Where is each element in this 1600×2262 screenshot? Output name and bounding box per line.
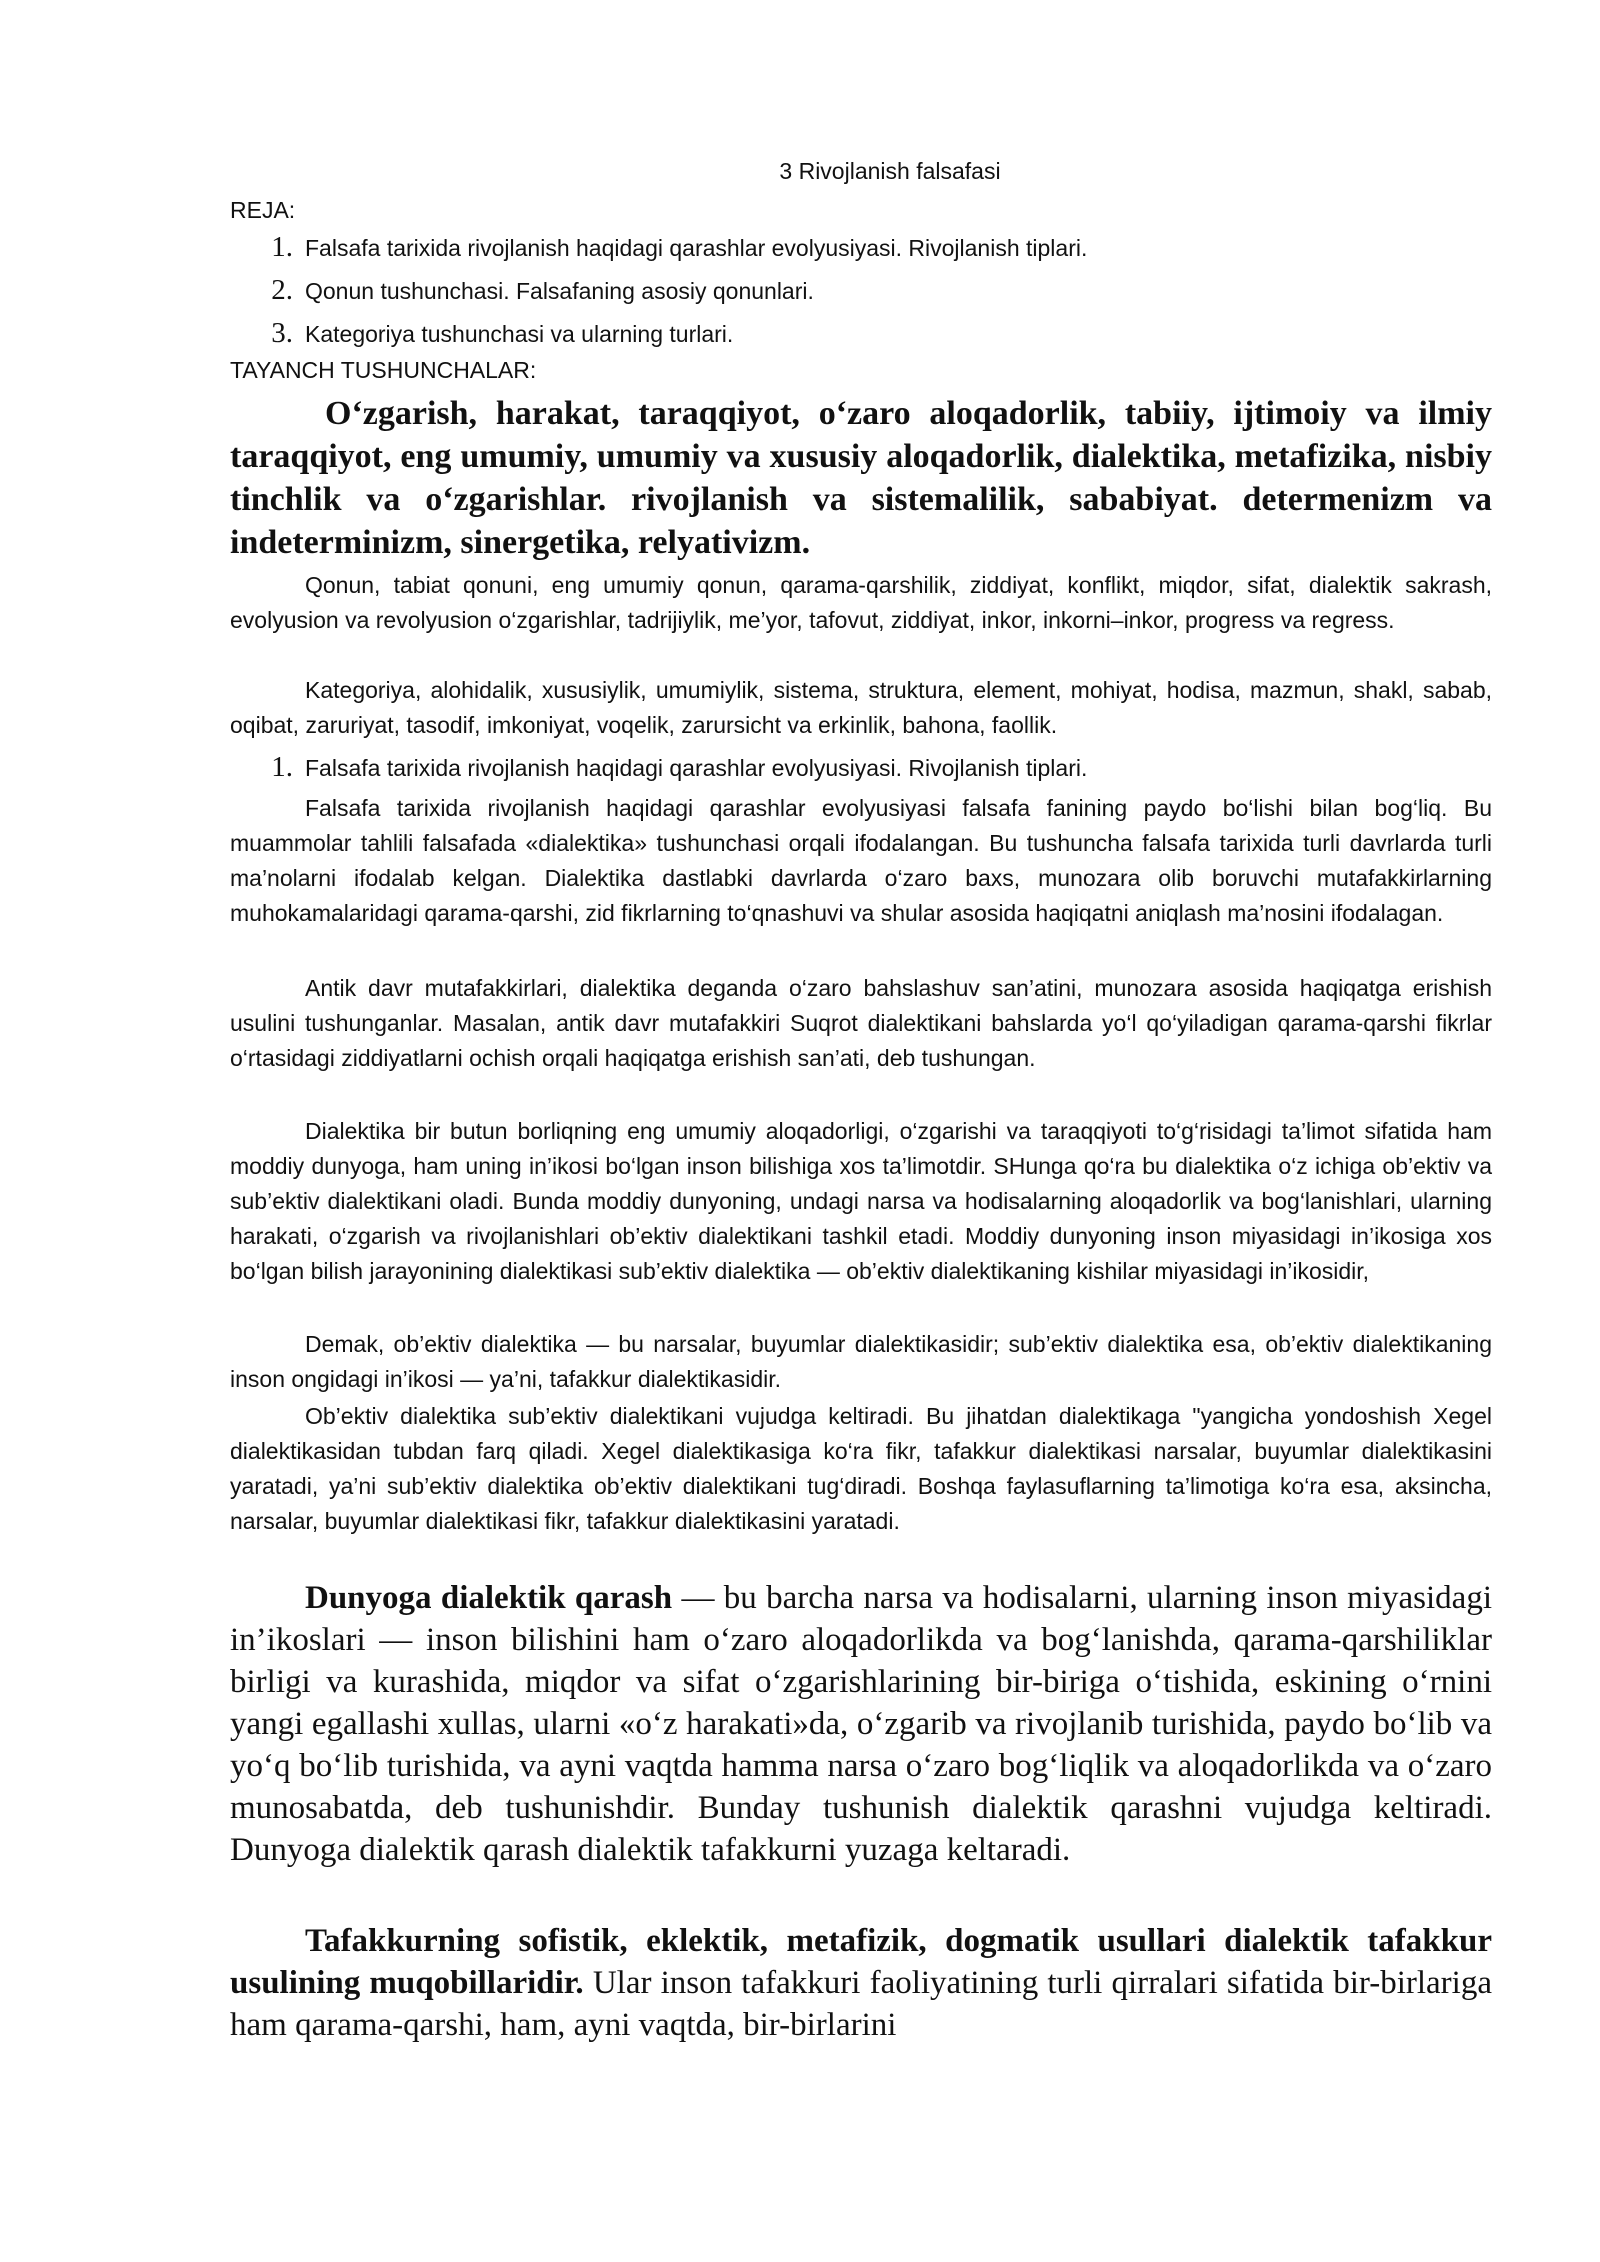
- plan-item-1: [271, 230, 1088, 266]
- plan-number: 1.: [271, 231, 293, 263]
- plan-item-2: [271, 273, 814, 309]
- key-terms: O‘zgarish, harakat, taraqqiyot, o‘zaro aloqadorlik, tabiiy, ijtimoiy va ilmiy taraqqiyot, eng umumiy, umumiy va xususiy aloqadorlik, dialektika, metafizika, nisbiy tinchlik va o‘zgarishlar. rivojlanish va sistemalilik, sababiyat. determenizm va indeterminizm, sinergetika, relyativizm.: [230, 395, 1492, 561]
- qonun-terms: Qonun, tabiat qonuni, eng umumiy qonun, qarama-qarshilik, ziddiyat, konflikt, miqdor, sifat, dialektik sakrash, evolyusion va revolyusion o‘zgarishlar, tadrijiylik, me’yor, tafovut, ziddiyat, inkor, inkorni–inkor, progress va regress.: [230, 572, 1492, 633]
- paragraph-1: Falsafa tarixida rivojlanish haqidagi qarashlar evolyusiyasi falsafa fanining paydo bo‘lishi bilan bog‘liq. Bu muammolar tahlili falsafada «dialektika» tushunchasi orqali ifodalangan. Bu tushuncha falsafa tarixida turli davrlarda turli ma’nolarni ifodalab kelgan. Dialektika dastlabki davrlarda o‘zaro baxs, munozara olib boruvchi mutafakkirlarning muhokamalaridagi qarama-qarshi, zid fikrlarning to‘qnashuvi va shular asosida haqiqatni aniqlash ma’nosini ifodalagan.: [230, 795, 1492, 926]
- paragraph-4: Demak, ob’ektiv dialektika — bu narsalar, buyumlar dialektikasidir; sub’ektiv dialektika esa, ob’ektiv dialektikaning inson ongidagi in’ikosi — ya’ni, tafakkur dialektikasidir.: [230, 1331, 1492, 1392]
- plan-item-3: [271, 316, 734, 352]
- plan-text: Kategoriya tushunchasi va ularning turlari.: [305, 321, 734, 347]
- dunyoga-text: — bu barcha narsa va hodisalarni, ularning inson miyasidagi in’ikoslari — inson bilishini ham o‘zaro aloqadorlikda va bog‘lanishda, qarama-qarshiliklar birligi va kurashida, miqdor va sifat o‘zgarishlarining bir-biriga o‘tishida, eskining o‘rnini yangi egallashi xullas, ularni «o‘z harakati»da, o‘zgarib va rivojlanib turishida, paydo bo‘lib va yo‘q bo‘lib turishida, va ayni vaqtda hamma narsa o‘zaro bog‘liqlik va aloqadorlikda va o‘zaro munosabatda, deb tushunishdir. Bunday tushunish dialektik qarashni vujudga keltiradi. Dunyoga dialektik qarash dialektik tafakkurni yuzaga keltaradi.: [230, 1580, 1492, 1868]
- section-heading-text: Falsafa tarixida rivojlanish haqidagi qarashlar evolyusiyasi. Rivojlanish tiplari.: [305, 755, 1088, 781]
- dunyoga-bold: Dunyoga dialektik qarash: [305, 1580, 673, 1616]
- paragraph-3: Dialektika bir butun borliqning eng umumiy aloqadorligi, o‘zgarishi va taraqqiyoti to‘g‘risidagi ta’limot sifatida ham moddiy dunyoga, ham uning in’ikosi bo‘lgan inson bilishiga xos ta’limotdir. SHunga qo‘ra bu dialektika o‘z ichiga ob’ektiv va sub’ektiv dialektikani oladi. Bunda moddiy dunyoning, undagi narsa va hodisalarning aloqadorlik va bog‘lanishlari, ularning harakati, o‘zgarish va rivojlanishlari ob’ektiv dialektikani tashkil etadi. Moddiy dunyoning inson miyasidagi in’ikosiga xos bo‘lgan bilish jarayonining dialektikasi sub’ektiv dialektika — ob’ektiv dialektikaning kishilar miyasidagi in’ikosidir,: [230, 1118, 1492, 1284]
- section-number: 1.: [271, 751, 293, 783]
- page-title: 3 Rivojlanish falsafasi: [779, 158, 1001, 184]
- plan-number: 3.: [271, 317, 293, 349]
- section-heading-1: [271, 750, 1088, 786]
- paragraph-2: Antik davr mutafakkirlari, dialektika deganda o‘zaro bahslashuv san’atini, munozara asosida haqiqatga erishish usulini tushunganlar. Masalan, antik davr mutafakkiri Suqrot dialektikani bahslarda yo‘l qo‘yiladigan qarama-qarshi fikrlar o‘rtasidagi ziddiyatlarni ochish orqali haqiqatga erishish san’ati, deb tushungan.: [230, 975, 1492, 1071]
- tafakkur-bold: Tafakkurning sofistik, eklektik, metafizik, dogmatik usullari dialektik tafakkur usulining muqobillaridir.: [230, 1923, 1492, 2001]
- plan-text: Qonun tushunchasi. Falsafaning asosiy qonunlari.: [305, 278, 814, 304]
- tafakkur-text: Ular inson tafakkuri faoliyatining turli qirralari sifatida bir-birlariga ham qarama-qarshi, ham, ayni vaqtda, bir-birlarini: [230, 1965, 1492, 2043]
- dunyoga-paragraph: [230, 1577, 1492, 1871]
- reja-label: REJA:: [230, 197, 296, 223]
- tafakkur-paragraph: [230, 1920, 1492, 2046]
- kategoriya-terms: Kategoriya, alohidalik, xususiylik, umumiylik, sistema, struktura, element, mohiyat, hodisa, mazmun, shakl, sabab, oqibat, zaruriyat, tasodif, imkoniyat, voqelik, zarursicht va erkinlik, bahona, faollik.: [230, 677, 1492, 738]
- paragraph-5: Ob’ektiv dialektika sub’ektiv dialektikani vujudga keltiradi. Bu jihatdan dialektikaga "yangicha yondoshish Xegel dialektikasidan tubdan farq qiladi. Xegel dialektikasiga ko‘ra fikr, tafakkur dialektikasi narsalar, buyumlar dialektikasini yaratadi, ya’ni sub’ektiv dialektika ob’ektiv dialektikani tug‘diradi. Boshqa faylasuflarning ta’limotiga ko‘ra esa, aksincha, narsalar, buyumlar dialektikasi fikr, tafakkur dialektikasini yaratadi.: [230, 1403, 1492, 1534]
- plan-text: Falsafa tarixida rivojlanish haqidagi qarashlar evolyusiyasi. Rivojlanish tiplari.: [305, 235, 1088, 261]
- plan-number: 2.: [271, 274, 293, 306]
- tayanch-label: TAYANCH TUSHUNCHALAR:: [230, 357, 537, 383]
